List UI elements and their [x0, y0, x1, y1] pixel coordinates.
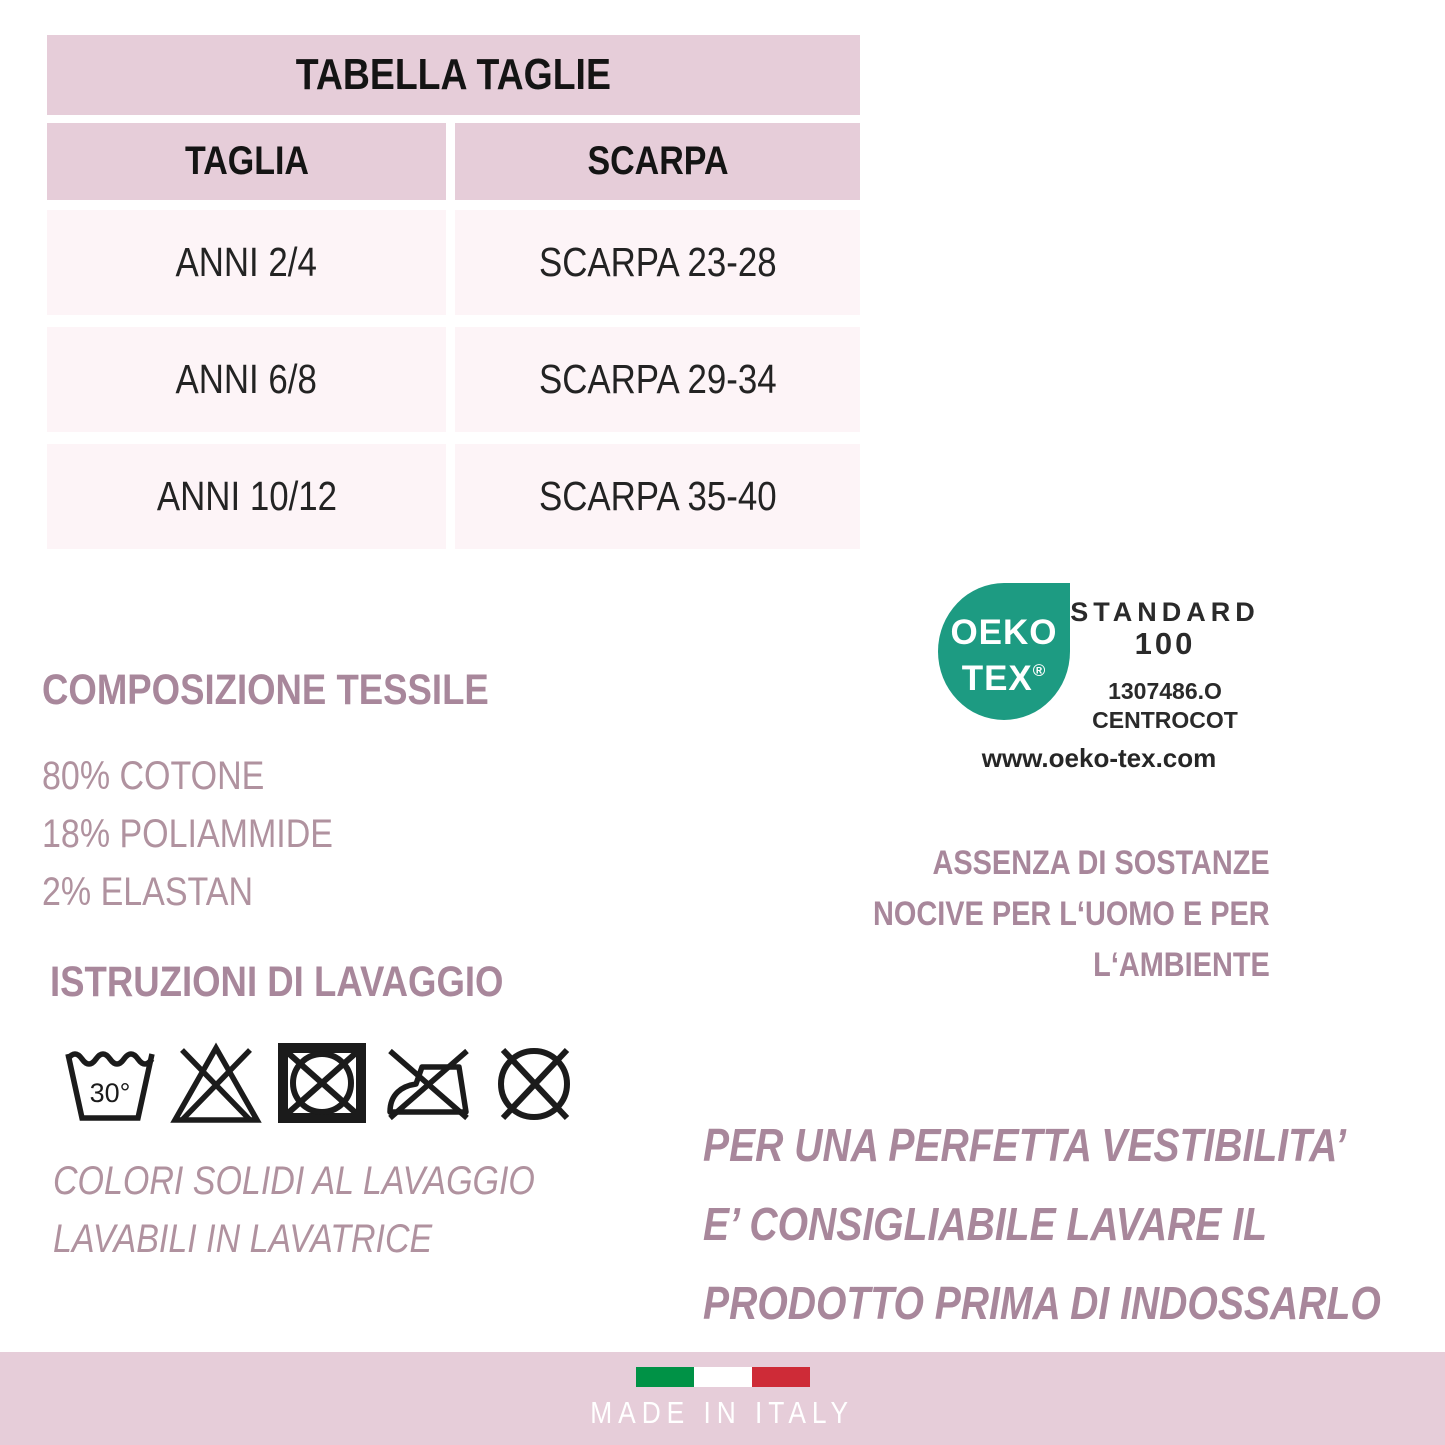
composition-section [42, 666, 568, 921]
flag-white-stripe [694, 1367, 752, 1387]
oeko-logo-line1: OEKO [950, 612, 1058, 652]
size-table [47, 35, 860, 561]
cell-scarpa: SCARPA 29-34 [455, 327, 860, 432]
made-in-italy-label: MADE IN ITALY [590, 1395, 855, 1430]
oeko-website: www.oeko-tex.com [981, 743, 1217, 773]
table-row [47, 444, 860, 549]
flag-green-stripe [636, 1367, 694, 1387]
oeko-institute: CENTROCOT [1092, 707, 1238, 733]
composition-heading: COMPOSIZIONE TESSILE [42, 666, 489, 714]
oeko-tex-logo [938, 583, 1070, 720]
size-table-title-text: TABELLA TAGLIE [295, 50, 612, 99]
registered-mark: ® [1032, 660, 1047, 680]
cell-taglia: ANNI 2/4 [47, 210, 446, 315]
composition-list [42, 747, 568, 921]
washing-heading: ISTRUZIONI DI LAVAGGIO [50, 958, 504, 1006]
flag-red-stripe [752, 1367, 810, 1387]
wash-note-line1: COLORI SOLIDI AL LAVAGGIO [53, 1159, 535, 1203]
cell-taglia: ANNI 6/8 [47, 327, 446, 432]
safety-claim-line3: L‘AMBIENTE [1093, 946, 1270, 984]
oeko-standard-label: STANDARD [1070, 597, 1260, 627]
fit-advice-line2: E’ CONSIGLIABILE LAVARE IL [703, 1198, 1268, 1250]
fit-advice-line3: PRODOTTO PRIMA DI INDOSSARLO [703, 1277, 1381, 1329]
cell-taglia: ANNI 10/12 [47, 444, 446, 549]
safety-claim-line2: NOCIVE PER L‘UOMO E PER [873, 895, 1270, 933]
cell-scarpa: SCARPA 35-40 [455, 444, 860, 549]
oeko-certificate [1070, 677, 1260, 735]
footer-bar [0, 1352, 1445, 1445]
wash-note [53, 1152, 620, 1268]
wash-note-line2: LAVABILI IN LAVATRICE [53, 1217, 433, 1261]
size-table-title [47, 35, 860, 115]
size-table-header-row [47, 123, 860, 200]
do-not-iron-icon [382, 1040, 474, 1126]
list-item: 80% COTONE [42, 754, 265, 798]
column-header-taglia: TAGLIA [47, 123, 446, 200]
fit-advice-line1: PER UNA PERFETTA VESTIBILITA’ [703, 1119, 1347, 1171]
wash-30-icon [64, 1040, 156, 1126]
do-not-dry-clean-icon [488, 1040, 580, 1126]
oeko-tex-lockup [938, 583, 1260, 735]
table-row [47, 327, 860, 432]
safety-claim [800, 838, 1270, 991]
oeko-certificate-id: 1307486.O [1108, 678, 1222, 704]
italian-flag-icon [636, 1367, 810, 1387]
safety-claim-line1: ASSENZA DI SOSTANZE [932, 844, 1270, 882]
oeko-logo-line2: TEX® [961, 658, 1047, 698]
oeko-standard-number: 100 [1134, 626, 1196, 661]
fit-advice [703, 1106, 1413, 1343]
wash-temperature: 30° [89, 1078, 131, 1108]
oeko-tex-certification [938, 583, 1260, 774]
column-header-scarpa: SCARPA [455, 123, 860, 200]
do-not-tumble-dry-icon [276, 1040, 368, 1126]
list-item: 18% POLIAMMIDE [42, 812, 333, 856]
care-symbols [64, 1040, 580, 1126]
do-not-bleach-icon [170, 1040, 262, 1126]
list-item: 2% ELASTAN [42, 870, 254, 914]
table-row [47, 210, 860, 315]
oeko-standard-block [1070, 583, 1260, 735]
cell-scarpa: SCARPA 23-28 [455, 210, 860, 315]
